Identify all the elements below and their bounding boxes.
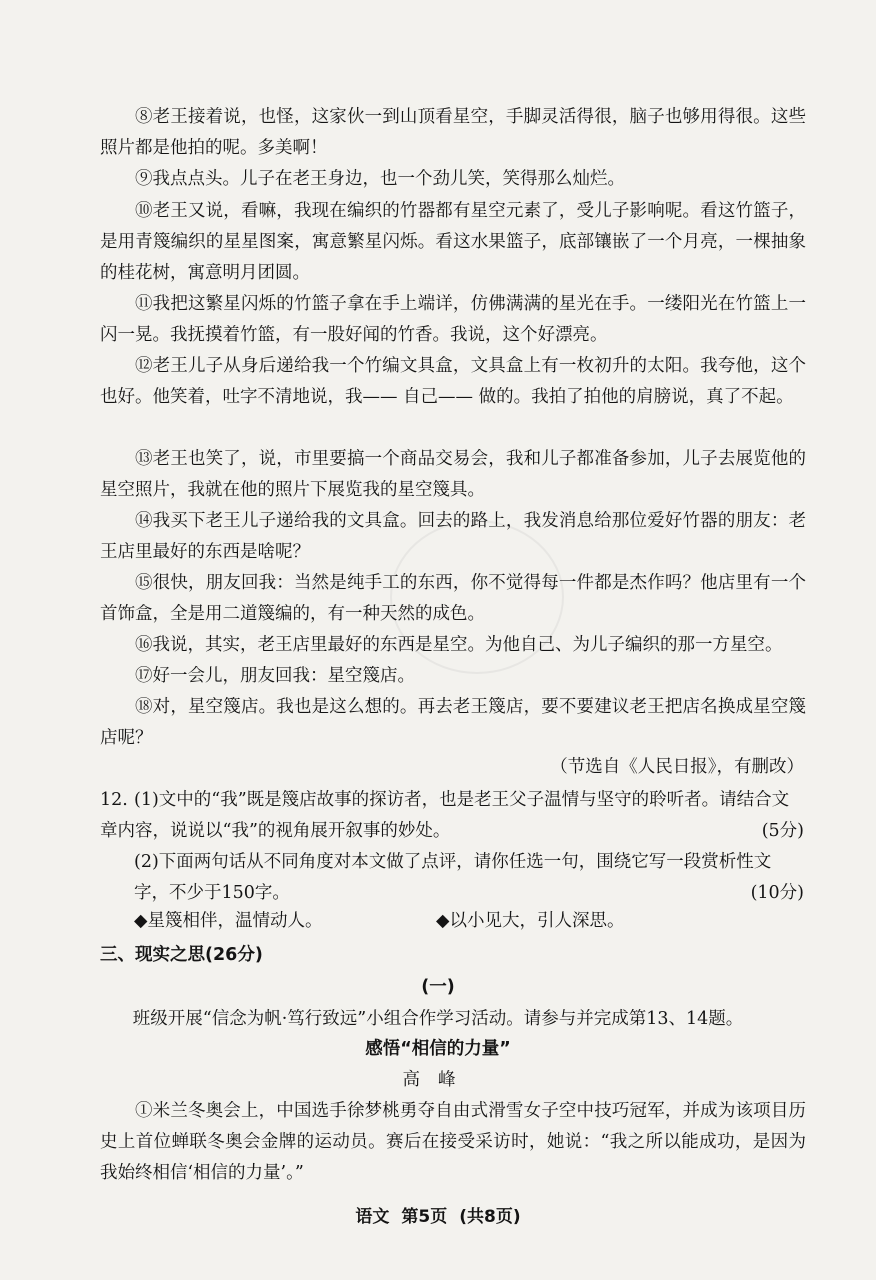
source-note: （节选自《人民日报》，有删改） <box>550 757 804 777</box>
paragraph-9: ⑨我点点头。儿子在老王身边，也一个劲儿笑，笑得那么灿烂。 <box>135 169 625 189</box>
paragraph-17: ⑰好一会儿，朋友回我：星空篾店。 <box>135 666 415 686</box>
paragraph-11: ⑪我把这繁星闪烁的竹篮子拿在手上端详，仿佛满满的星光在手。一缕阳光在竹篮上一闪一晃。我抚摸着竹篮，有一股好闻的竹香。我说，这个好漂亮。 <box>100 294 806 345</box>
footer-subject: 语文 <box>355 1207 390 1227</box>
article-title: 感悟“相信的力量” <box>365 1039 511 1059</box>
section-3-title: 三、现实之思(26分) <box>100 945 263 965</box>
paragraph-10: ⑩老王又说，看嘛，我现在编织的竹器都有星空元素了，受儿子影响呢。看这竹篮子，是用青篾编织的星星图案，寓意繁星闪烁。看这水果篮子，底部镶嵌了一个月亮，一棵抽象的桂花树，寓意明月团圆。 <box>100 201 806 283</box>
footer-page: 第5页 <box>401 1207 448 1227</box>
paragraph-8: ⑧老王接着说，也怪，这家伙一到山顶看星空，手脚灵活得很，脑子也够用得很。这些照片都是他拍的呢。多美啊！ <box>100 107 806 158</box>
section-3-sub-heading: (一) <box>421 977 455 997</box>
question-12-part-1-score: (5分) <box>761 821 804 841</box>
paragraph-14: ⑭我买下老王儿子递给我的文具盒。回去的路上，我发消息给那位爱好竹器的朋友：老王店里最好的东西是啥呢？ <box>100 511 806 562</box>
question-12-part-2-score: (10分) <box>750 883 804 903</box>
question-12 <box>100 785 806 847</box>
question-12-part-1: (1)文中的“我”既是篾店故事的探访者，也是老王父子温情与坚守的聆听者。请结合文章内容，说说以“我”的视角展开叙事的妙处。 <box>100 790 790 841</box>
section-3-intro: 班级开展“信念为帆·笃行致远”小组合作学习活动。请参与并完成第13、14题。 <box>132 1009 744 1029</box>
question-12-part-2-line-1: (2)下面两句话从不同角度对本文做了点评，请你任选一句，围绕它写一段赏析性文 <box>134 852 772 872</box>
paragraph-13: ⑬老王也笑了，说，市里要搞一个商品交易会，我和儿子都准备参加，儿子去展览他的星空照片，我就在他的照片下展览我的星空篾具。 <box>100 449 806 500</box>
paragraph-15: ⑮很快，朋友回我：当然是纯手工的东西，你不觉得每一件都是杰作吗？他店里有一个首饰盒，全是用二道篾编的，有一种天然的成色。 <box>100 573 806 624</box>
article-author: 高峰 <box>402 1070 474 1090</box>
paragraph-16: ⑯我说，其实，老王店里最好的东西是星空。为他自己、为儿子编织的那一方星空。 <box>135 635 783 655</box>
question-12-part-2-line-2: 字，不少于150字。 <box>134 883 290 903</box>
footer-total: (共8页) <box>459 1207 521 1227</box>
option-2: ◆以小见大，引人深思。 <box>436 911 625 931</box>
paragraph-12: ⑫老王儿子从身后递给我一个竹编文具盒，文具盒上有一枚初升的太阳。我夸他，这个也好。他笑着，吐字不清地说，我—— 自己—— 做的。我拍了拍他的肩膀说，真了不起。 <box>100 356 806 407</box>
option-1: ◆星篾相伴，温情动人。 <box>134 911 323 931</box>
question-number: 12. <box>100 790 128 810</box>
paragraph-18: ⑱对，星空篾店。我也是这么想的。再去老王篾店，要不要建议老王把店名换成星空篾店呢？ <box>100 697 806 748</box>
article-paragraph-1: ①米兰冬奥会上，中国选手徐梦桃勇夺自由式滑雪女子空中技巧冠军，并成为该项目历史上首位蝉联冬奥会金牌的运动员。赛后在接受采访时，她说：“我之所以能成功，是因为我始终相信‘相信的力量’。” <box>100 1101 806 1183</box>
page-footer <box>0 1202 876 1227</box>
